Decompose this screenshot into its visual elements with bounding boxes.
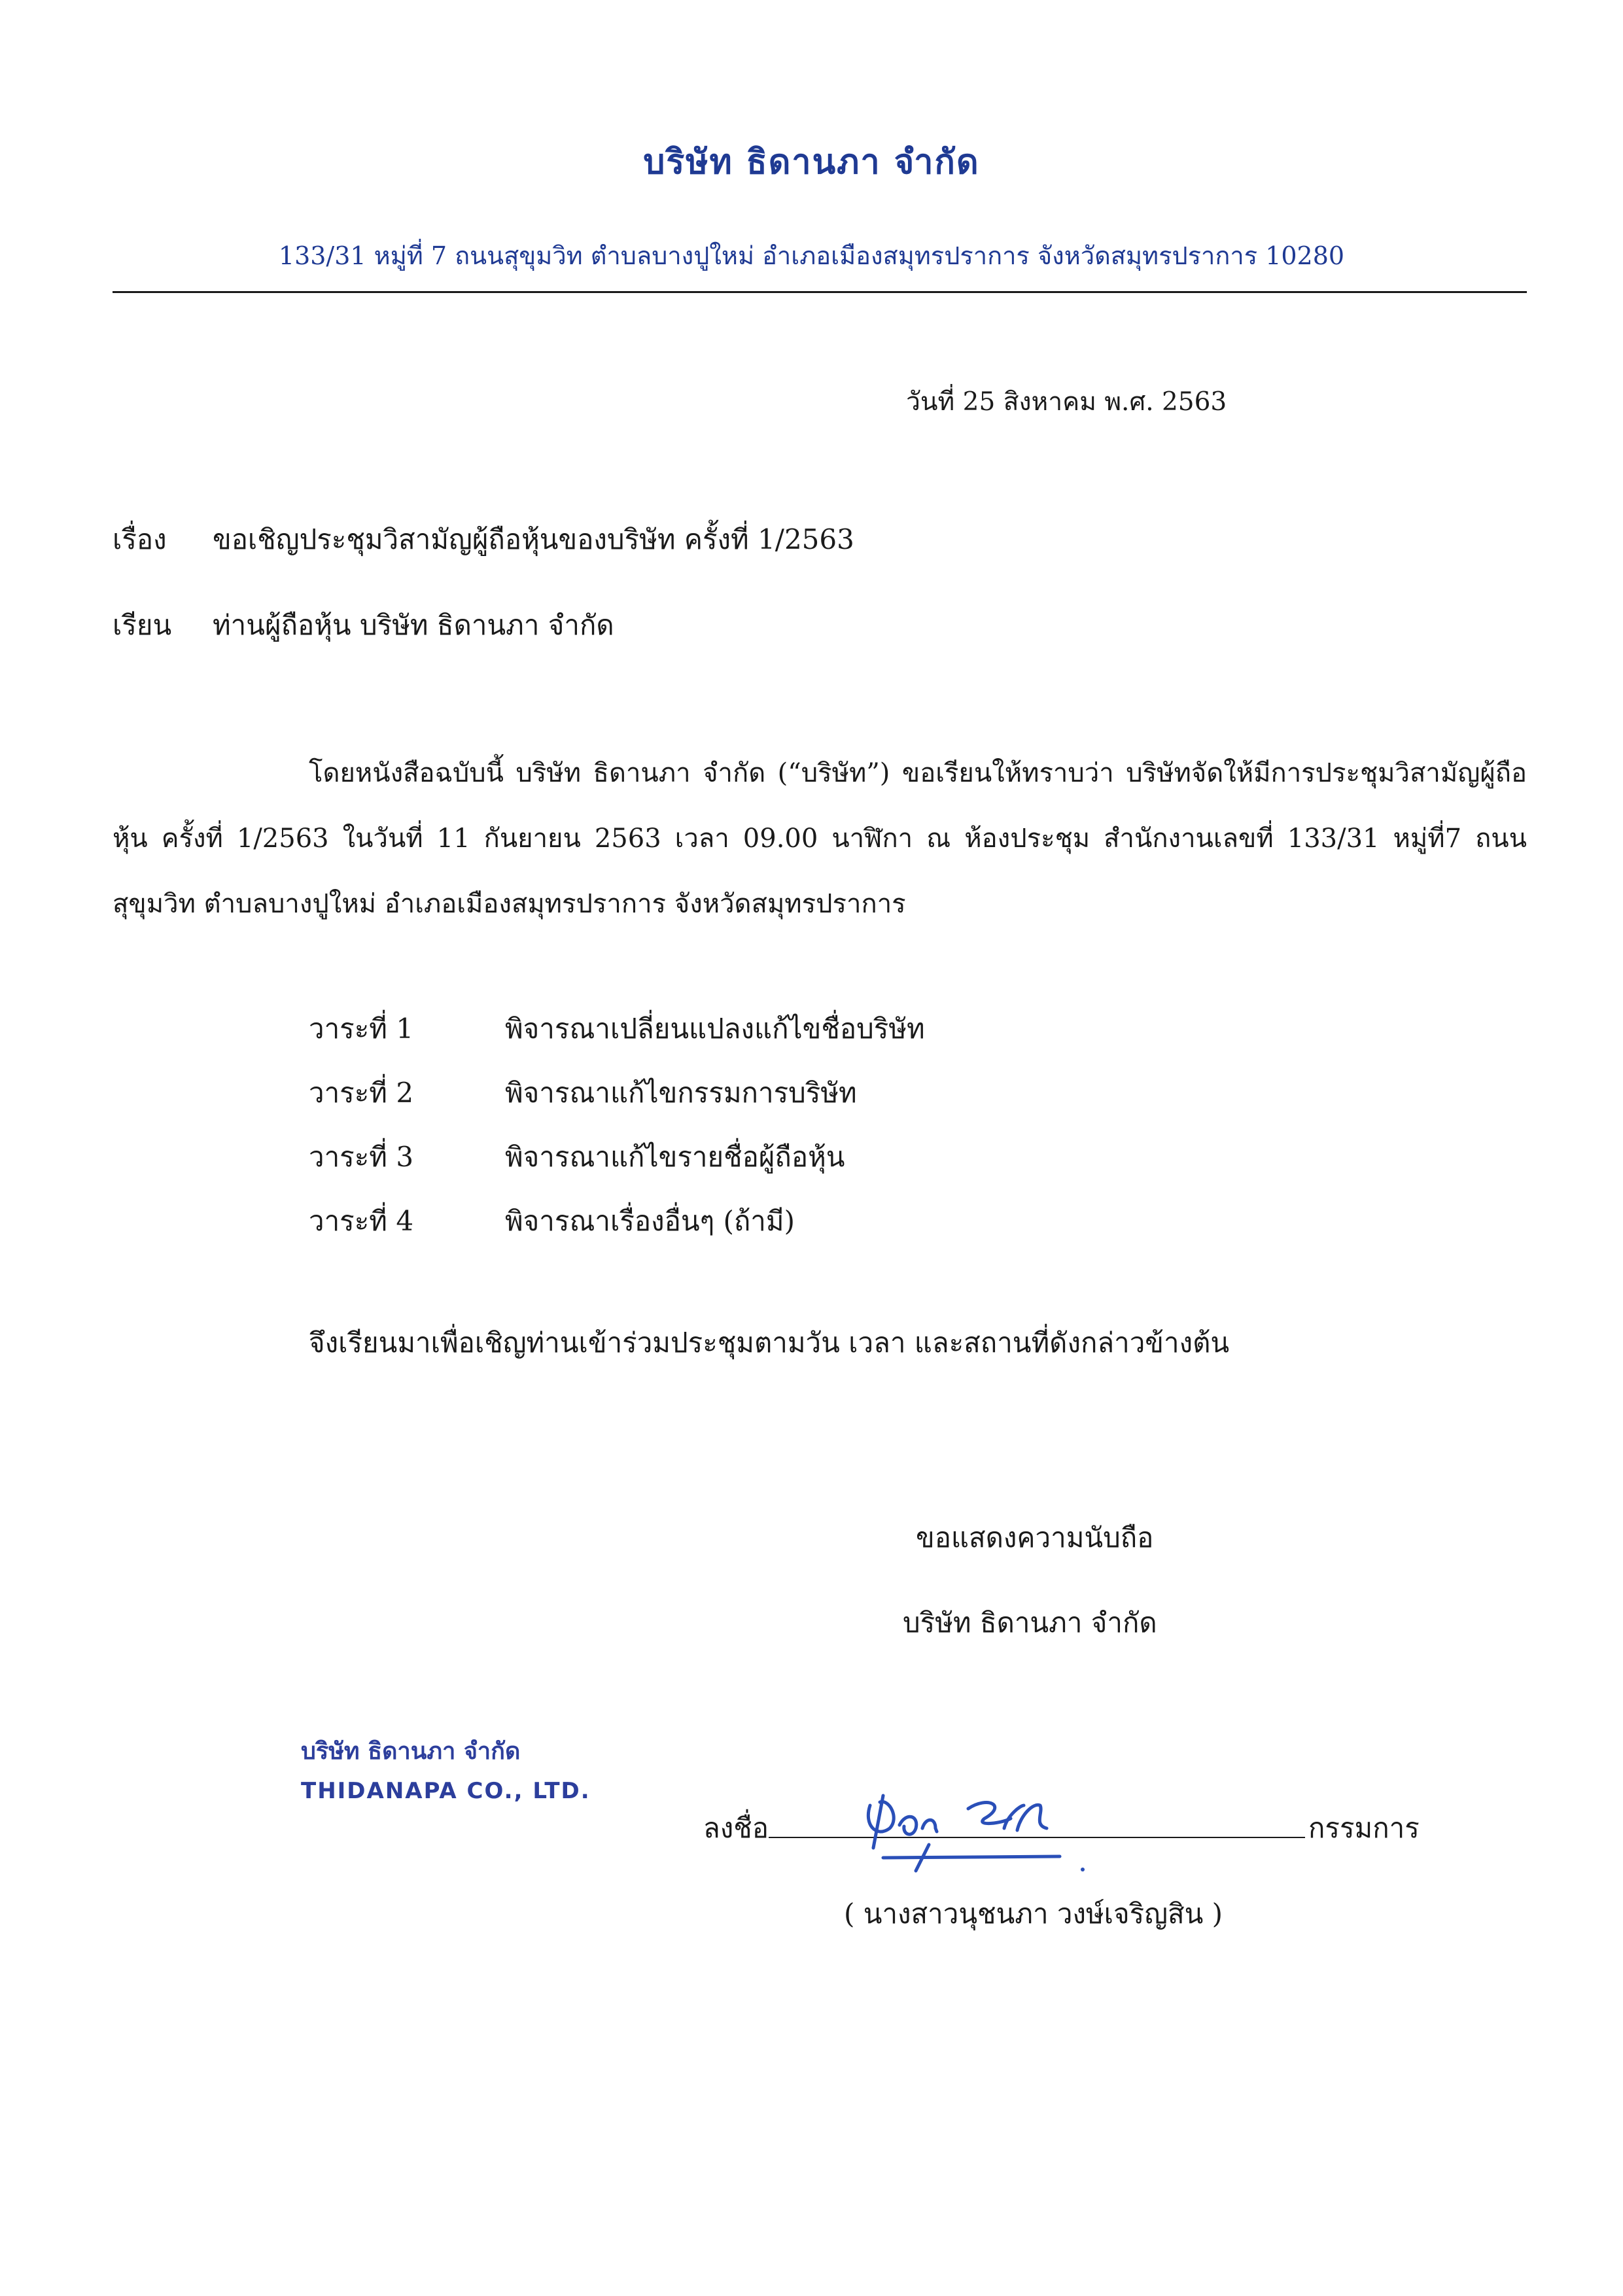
stamp-company-en: THIDANAPA CO., LTD. (301, 1778, 591, 1804)
company-name: บริษัท ธิดานภา จำกัด (643, 142, 980, 182)
subject-text: ขอเชิญประชุมวิสามัญผู้ถือหุ้นของบริษัท ครั้งที่ 1/2563 (213, 523, 854, 555)
agenda-title: พิจารณาแก้ไขกรรมการบริษัท (505, 1077, 857, 1109)
signature-label: ลงชื่อ (703, 1812, 769, 1844)
subject-label: เรื่อง (113, 523, 167, 555)
agenda-title: พิจารณาเรื่องอื่นๆ (ถ้ามี) (505, 1205, 795, 1237)
header-divider (113, 291, 1527, 293)
agenda-number: วาระที่ 1 (309, 1013, 414, 1045)
recipient-label: เรียน (113, 609, 172, 641)
agenda-number: วาระที่ 2 (309, 1077, 414, 1109)
signer-name: ( นางสาวนุชนภา วงษ์เจริญสิน ) (844, 1898, 1223, 1930)
company-stamp (301, 1732, 591, 1811)
agenda-number: วาระที่ 4 (309, 1205, 414, 1237)
stamp-company-th: บริษัท ธิดานภา จำกัด (301, 1738, 521, 1765)
signer-company: บริษัท ธิดานภา จำกัด (903, 1607, 1157, 1639)
agenda-number: วาระที่ 3 (309, 1141, 414, 1173)
agenda-title: พิจารณาแก้ไขรายชื่อผู้ถือหุ้น (505, 1141, 845, 1173)
recipient-text: ท่านผู้ถือหุ้น บริษัท ธิดานภา จำกัด (213, 609, 614, 641)
closing-text: จึงเรียนมาเพื่อเชิญท่านเข้าร่วมประชุมตามวัน เวลา และสถานที่ดังกล่าวข้างต้น (309, 1327, 1230, 1359)
body-paragraph: โดยหนังสือฉบับนี้ บริษัท ธิดานภา จำกัด (“บริษัท”) ขอเรียนให้ทราบว่า บริษัทจัดให้มีการประชุมวิสามัญผู้ถือหุ้น ครั้งที่ 1/2563 ในวันที่ 11 กันยายน 2563 เวลา 09.00 นาฬิกา ณ ห้องประชุม สำนักงานเลขที่ 133/31 หมู่ที่7 ถนนสุขุมวิท ตำบลบางปูใหม่ อำเภอเมืองสมุทรปราการ จังหวัดสมุทรปราการ (113, 758, 1527, 919)
signer-role: กรรมการ (1308, 1812, 1420, 1844)
regards-text: ขอแสดงความนับถือ (916, 1522, 1154, 1554)
agenda-title: พิจารณาเปลี่ยนแปลงแก้ไขชื่อบริษัท (505, 1013, 925, 1045)
company-address: 133/31 หมู่ที่ 7 ถนนสุขุมวิท ตำบลบางปูใหม่ อำเภอเมืองสมุทรปราการ จังหวัดสมุทรปราการ 10280 (278, 241, 1345, 270)
letter-date: วันที่ 25 สิงหาคม พ.ศ. 2563 (906, 387, 1227, 417)
handwritten-signature (844, 1766, 1132, 1884)
